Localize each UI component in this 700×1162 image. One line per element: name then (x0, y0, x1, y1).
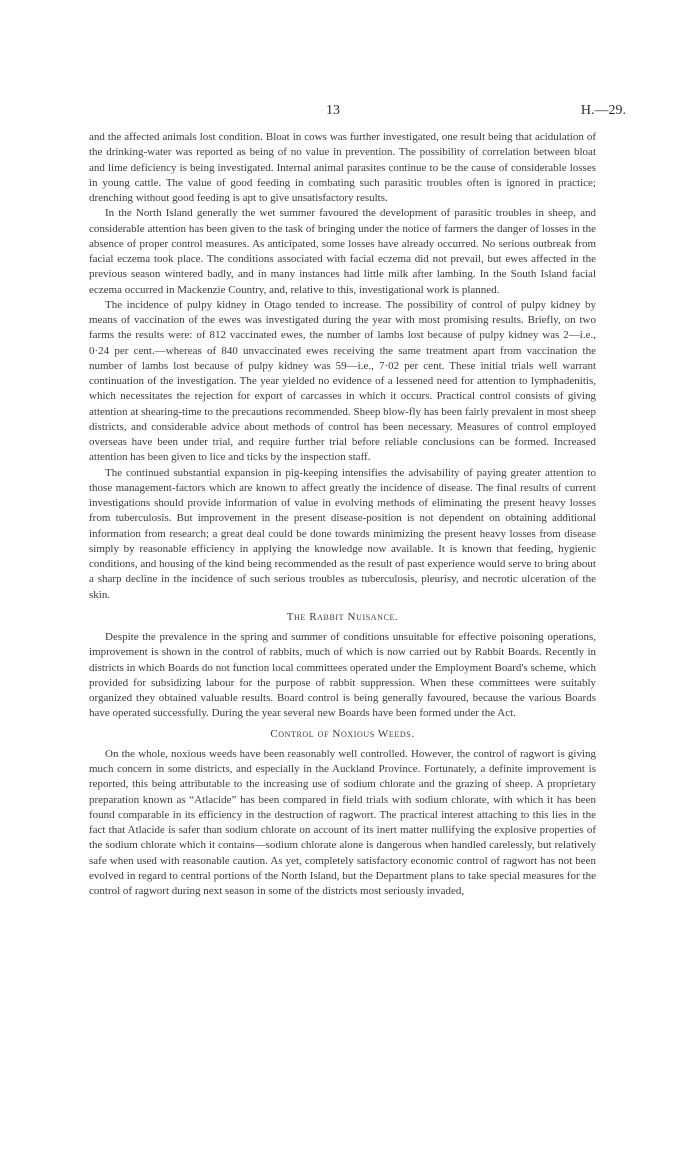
paragraph-pig-keeping: The continued substantial expansion in pig-keeping intensifies the advisability of paying greater attention to those management-factors which are known to affect greatly the incidence of disease. The final results of current investigations should provide information of value in evolving methods of eliminating the present heavy losses from tuberculosis. But improvement in the present disease-position is not dependent on obtaining additional information from research; a great deal could be done towards minimizing the present heavy losses from disease simply by reasonable efficiency in applying the knowledge now available. It is known that feeding, hygienic conditions, and housing of the kind being recommended as the result of past experience would serve to bring about a sharp decline in the incidence of such serious troubles as tuberculosis, pleurisy, and necrotic ulceration of the skin. (89, 466, 596, 601)
section-heading-rabbit-nuisance: The Rabbit Nuisance. (286, 610, 399, 623)
document-reference: H.—29. (580, 103, 626, 118)
paragraph-cattle-parasites: and the affected animals lost condition. Bloat in cows was further investigated, one result being that acidulation of the drinking-water was reported as being of no value in prevention. The possibility of correlation between bloat and lime deficiency is being investigated. Internal animal parasites continue to be the cause of considerable losses in young cattle. The value of good feeding in combating such parasitic troubles often is ignored in practice; drenching without good feeding is apt to give unsatisfactory results. (89, 131, 596, 204)
paragraph-noxious-weeds: On the whole, noxious weeds have been reasonably well controlled. However, the control of ragwort is giving much concern in some districts, and especially in the Auckland Province. Fortunately, a definite improvement is reported, this being attributable to the increasing use of sodium chlorate and the grazing of sheep. A proprietary preparation known as “Atlacide” has been compared in field trials with sodium chlorate, with which it has been found comparable in its efficiency in the destruction of ragwort. The practical interest attaching to this lies in the fact that Atlacide is safer than sodium chlorate on account of its inert matter nullifying the explosive properties of the sodium chlorate which it contains—sodium chlorate alone is dangerous when handled carelessly, but relatively safe when used with reasonable caution. As yet, completely satisfactory economic control of ragwort has not been evolved in regard to central portions of the North Island, but the Department plans to take special measures for the control of ragwort during next season in some of the districts most seriously invaded, (89, 747, 596, 897)
paragraph-rabbit-nuisance: Despite the prevalence in the spring and summer of conditions unsuitable for effective poisoning operations, improvement is shown in the control of rabbits, much of which is now carried out by Rabbit Boards. Recently in districts in which Boards do not function local committees operated under the Employment Board's scheme, which provided for subsidizing labour for the purpose of rabbit suppression. When these committees were suitably organized they obtained valuable results. Board control is being generally favoured, because the various Boards have operated successfully. During the year several new Boards have been formed under the Act. (89, 631, 596, 720)
section-heading-noxious-weeds: Control of Noxious Weeds. (270, 727, 415, 740)
page-number: 13 (326, 103, 340, 118)
paragraph-north-island-sheep: In the North Island generally the wet summer favoured the development of parasitic troubles in sheep, and considerable attention has been given to the task of bringing under the notice of farmers the danger of losses in the absence of proper control measures. As anticipated, some losses have already occurred. No serious outbreak from facial eczema took place. The conditions associated with facial eczema did not prevail, but ewes affected in the previous season wintered badly, and in many instances had little milk after lambing. In the South Island facial eczema occurred in Mackenzie Country, and, relative to this, investigational work is planned. (89, 207, 596, 296)
body-text (89, 130, 596, 899)
paragraph-pulpy-kidney: The incidence of pulpy kidney in Otago tended to increase. The possibility of control of pulpy kidney by means of vaccination of the ewes was investigated during the year with most promising results. Briefly, on two farms the results were: of 812 vaccinated ewes, the number of lambs lost because of pulpy kidney was 2—i.e., 0·24 per cent.—whereas of 840 unvaccinated ewes receiving the same treatment apart from vaccination the number of lambs lost because of pulpy kidney was 59—i.e., 7·02 per cent. These initial trials well warrant continuation of the investigation. The year yielded no evidence of a lessened need for attention to lymphadenitis, which necessitates the rejection for export of carcasses in which it occurs. Practical control consists of giving attention at shearing-time to the precautions recommended. Sheep blow-fly has been fairly prevalent in most sheep districts, and considerable advice about methods of control has been necessary. Measures of control employed overseas have been under trial, and require further trial before reliable conclusions can be formed. Increased attention has been given to lice and ticks by the inspection staff. (89, 298, 596, 464)
page-header (0, 103, 700, 123)
